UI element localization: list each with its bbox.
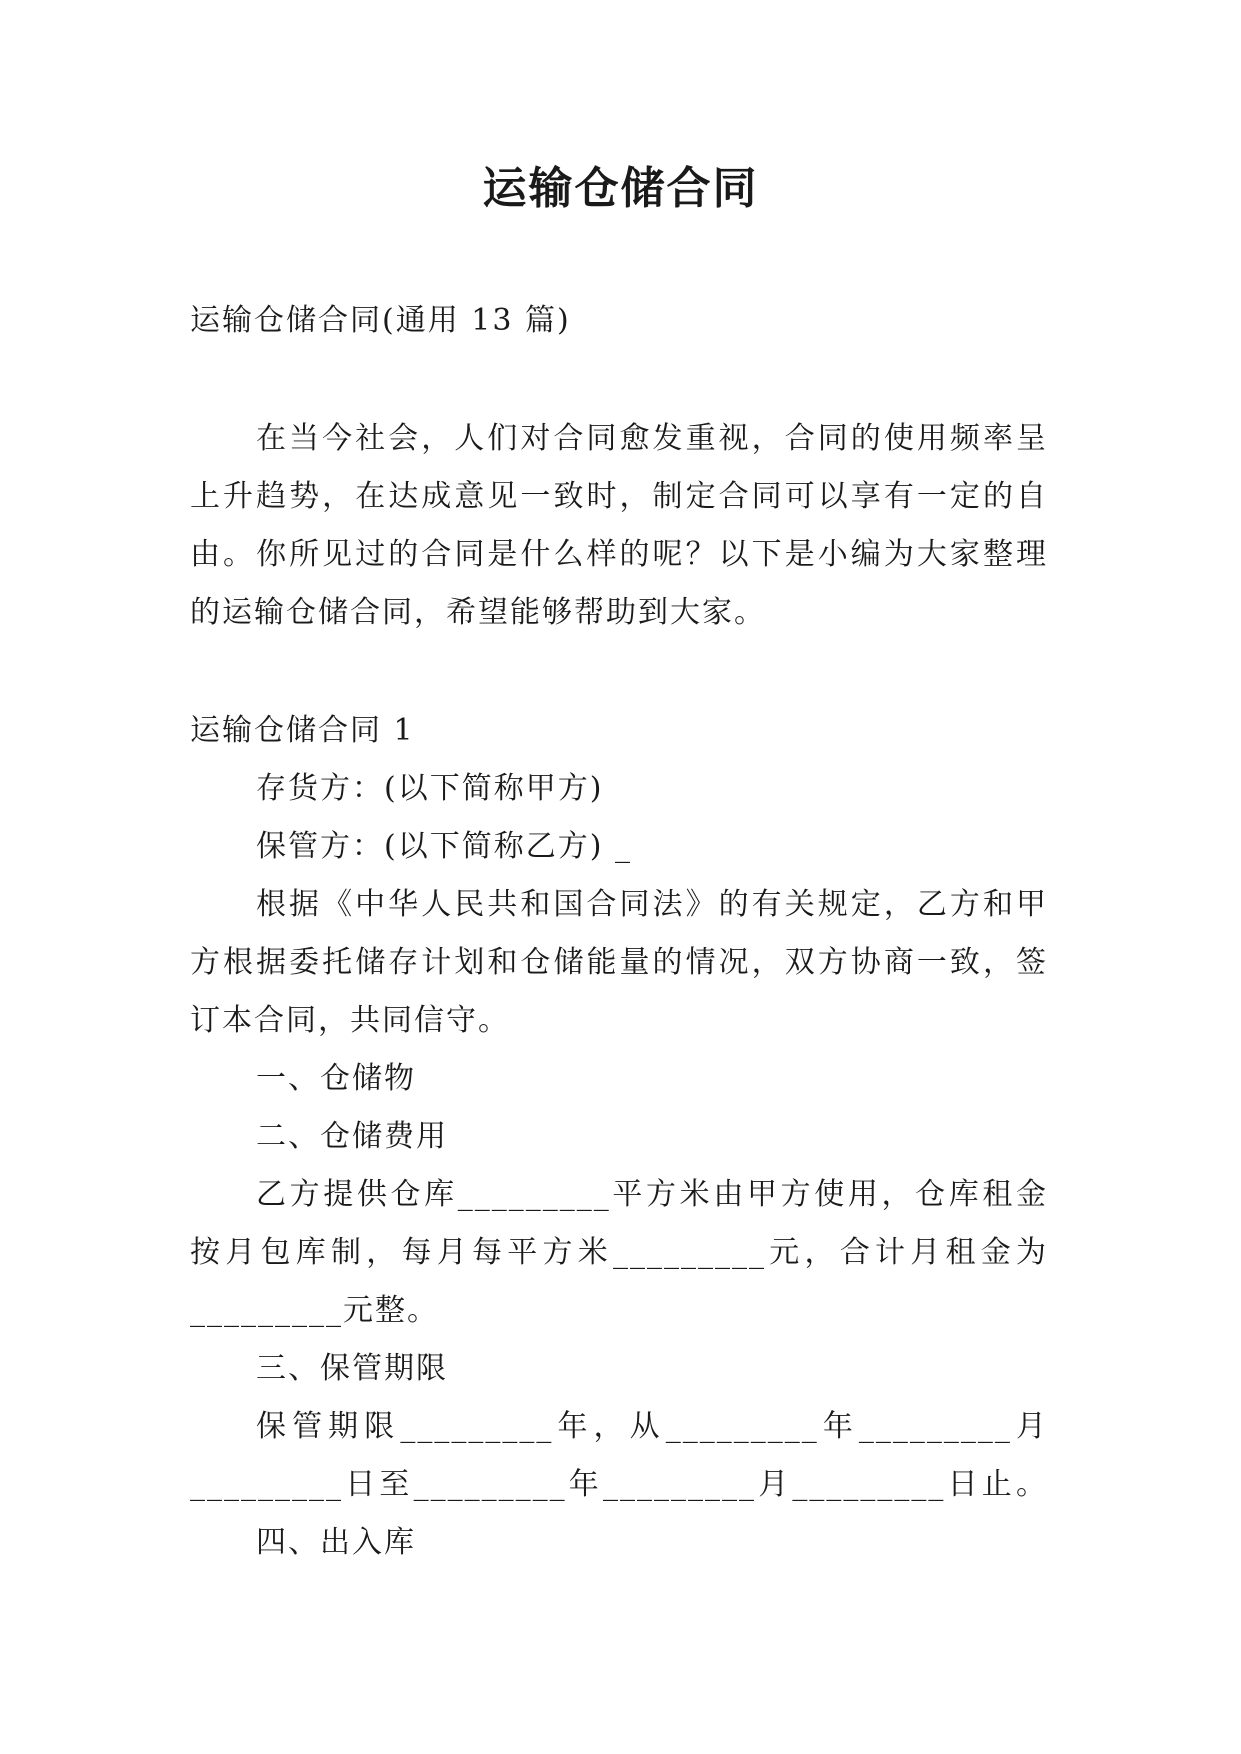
intro-line: 的运输仓储合同，希望能够帮助到大家。	[190, 595, 766, 630]
custodian-line: 保管方：(以下简称乙方) _	[256, 829, 632, 864]
fee-line: 按月包库制，每月每平方米_________元，合计月租金为	[190, 1235, 1048, 1270]
document-title: 运输仓储合同	[482, 163, 759, 214]
fee-line: _________元整。	[190, 1293, 439, 1328]
section-heading-storage-term: 三、保管期限	[256, 1351, 448, 1386]
intro-line: 在当今社会，人们对合同愈发重视，合同的使用频率呈	[256, 421, 1048, 456]
basis-line: 方根据委托储存计划和仓储能量的情况，双方协商一致，签	[190, 945, 1048, 980]
contract-heading: 运输仓储合同 1	[190, 713, 415, 748]
document-subtitle: 运输仓储合同(通用 13 篇)	[190, 303, 571, 338]
section-heading-storage-fees: 二、仓储费用	[256, 1119, 448, 1154]
section-heading-warehousing: 四、出入库	[256, 1525, 416, 1560]
intro-line: 由。你所见过的合同是什么样的呢？以下是小编为大家整理	[190, 537, 1048, 572]
term-line: _________日至_________年_________月_________日止。	[190, 1467, 1048, 1502]
intro-line: 上升趋势，在达成意见一致时，制定合同可以享有一定的自	[190, 479, 1048, 514]
basis-line: 根据《中华人民共和国合同法》的有关规定，乙方和甲	[256, 887, 1048, 922]
basis-line: 订本合同，共同信守。	[190, 1003, 510, 1038]
fee-line: 乙方提供仓库_________平方米由甲方使用，仓库租金	[256, 1177, 1048, 1212]
section-heading-storage-goods: 一、仓储物	[256, 1061, 416, 1096]
depositor-line: 存货方：(以下简称甲方)	[256, 771, 604, 806]
term-line: 保管期限_________年，从_________年_________月	[256, 1409, 1048, 1444]
